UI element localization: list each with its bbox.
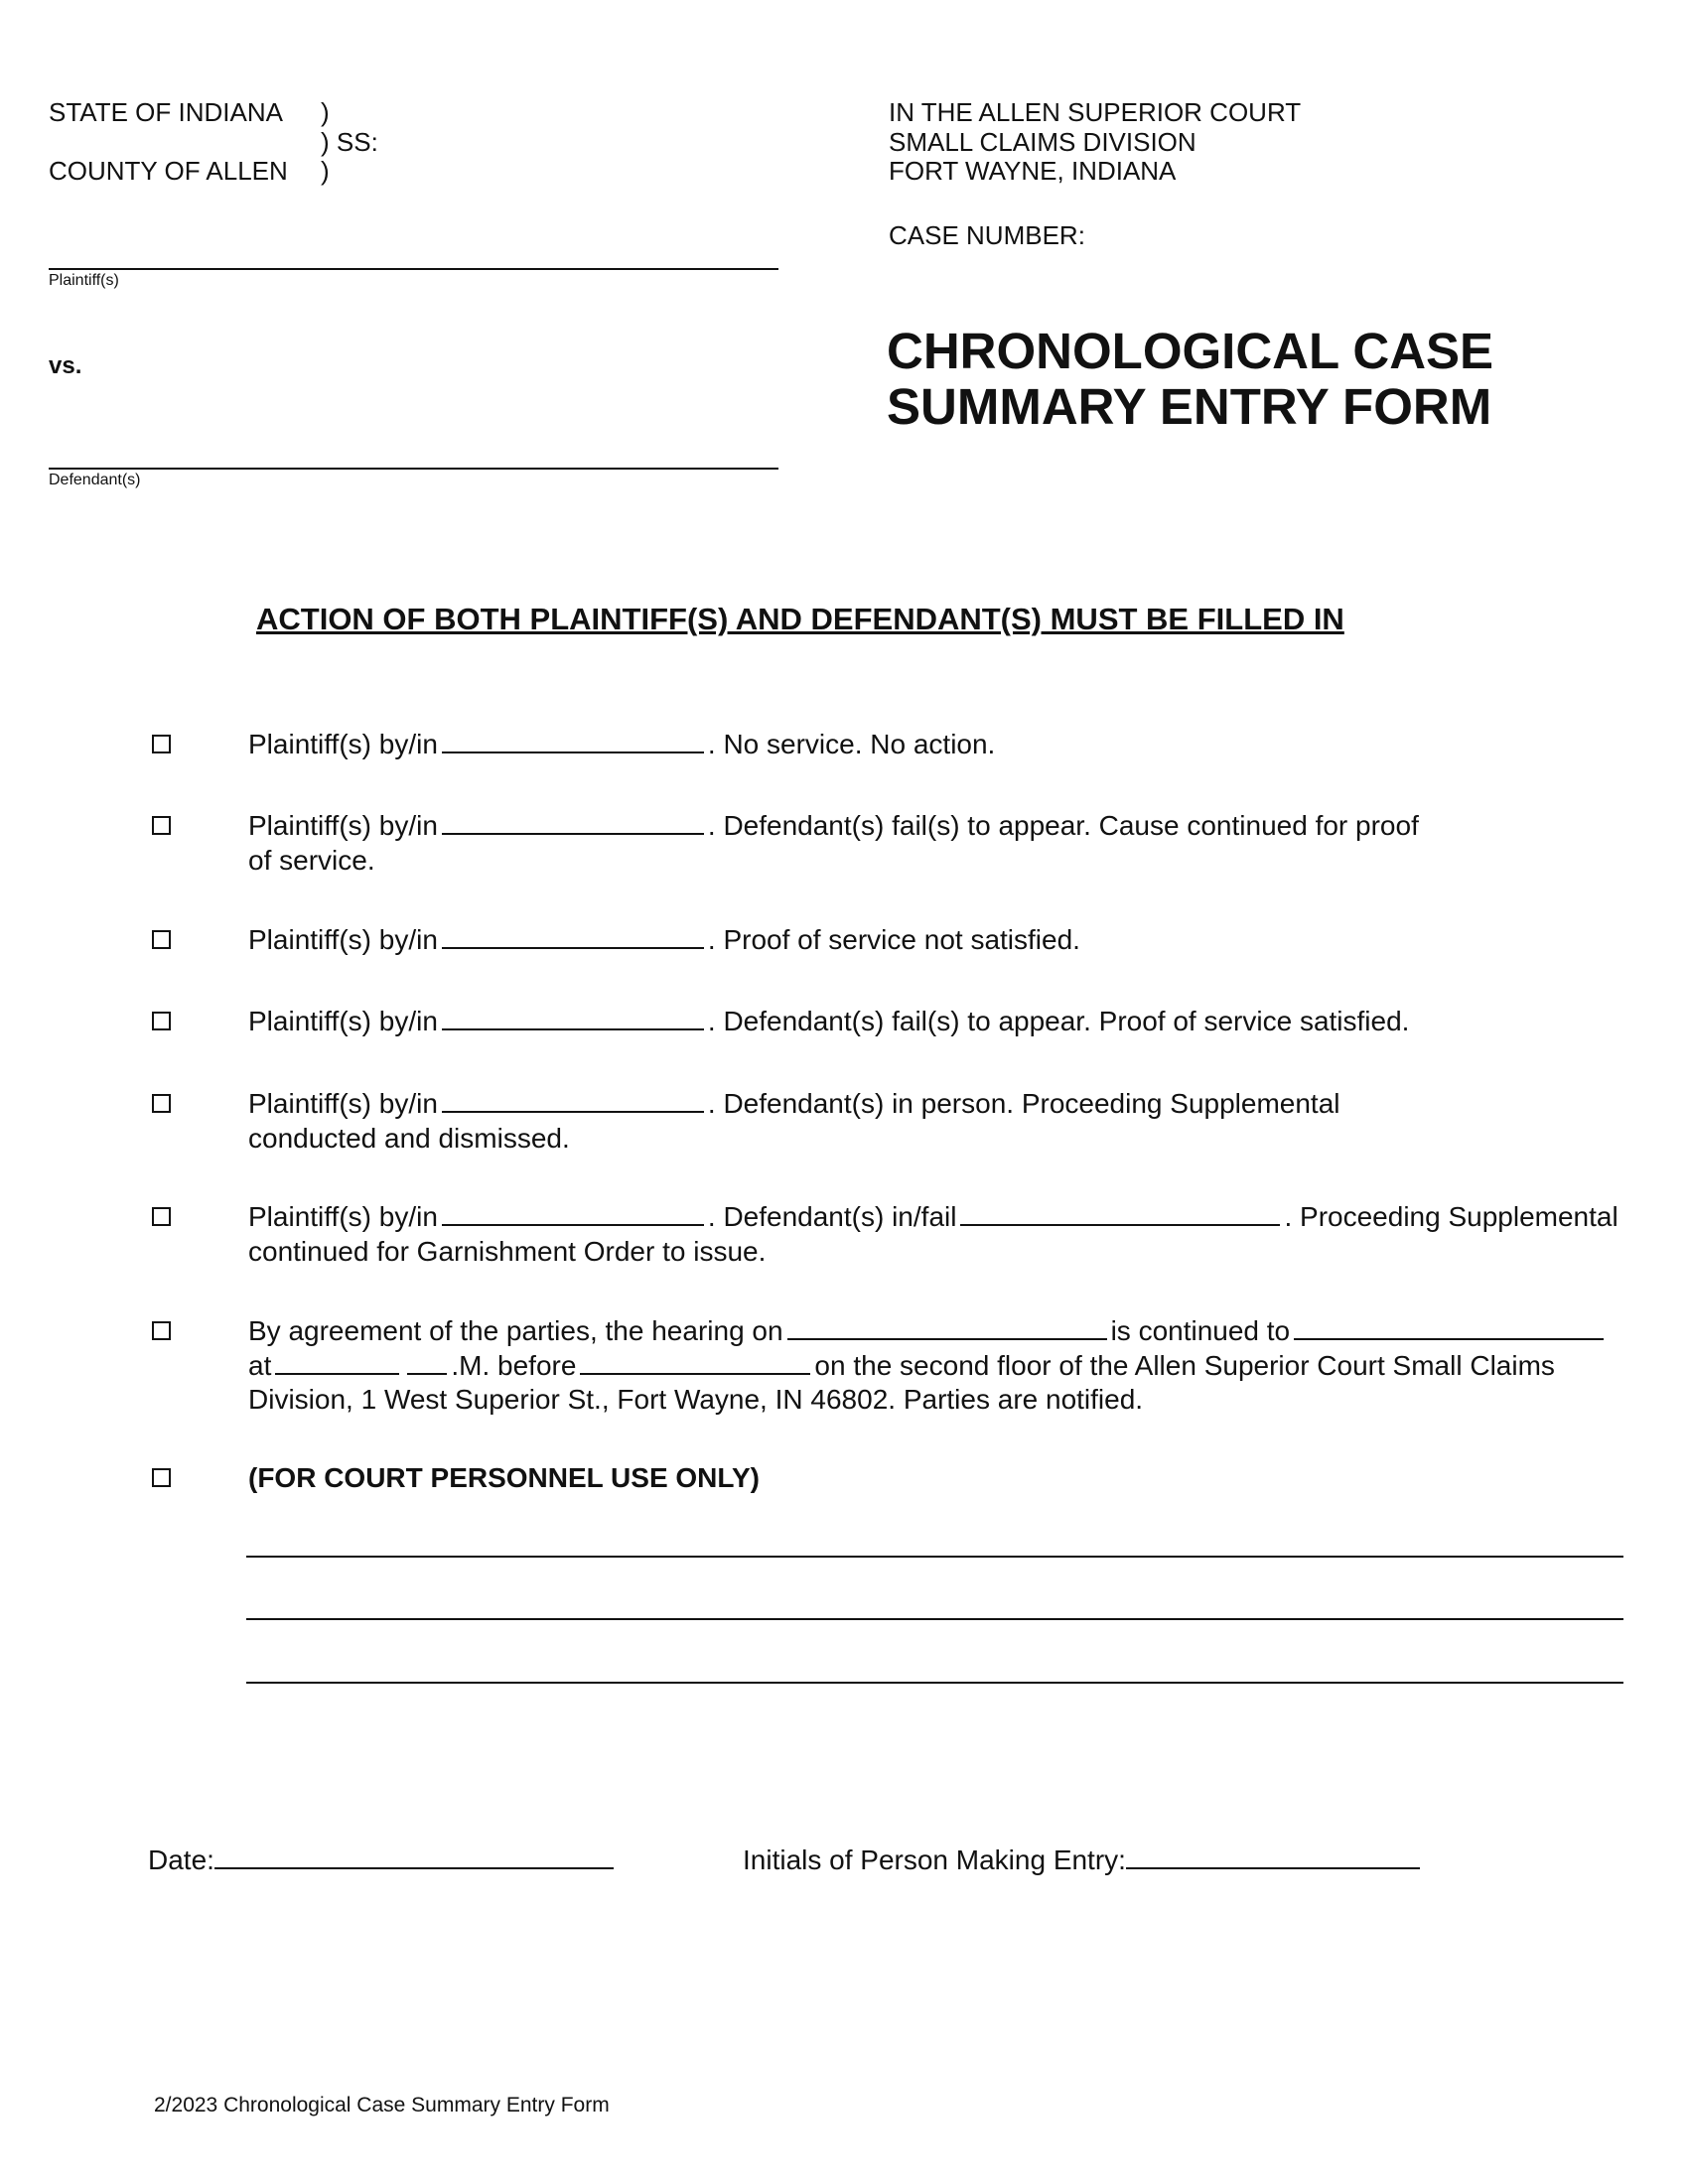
option-6-blank-plaintiff[interactable] xyxy=(442,1200,704,1226)
option-6-blank-defendant[interactable] xyxy=(960,1200,1280,1226)
option-1-blank[interactable] xyxy=(442,728,704,753)
option-3 xyxy=(248,923,1638,957)
initials-field xyxy=(743,1843,1424,1877)
option-8-checkbox[interactable] xyxy=(152,1468,171,1487)
option-7-part1: By agreement of the parties, the hearing on xyxy=(248,1315,783,1346)
option-6 xyxy=(248,1200,1638,1234)
court-use-line-1[interactable] xyxy=(246,1556,1623,1558)
option-7-judge-blank[interactable] xyxy=(580,1349,810,1375)
option-7-continued-blank[interactable] xyxy=(1294,1314,1604,1340)
option-4-checkbox[interactable] xyxy=(152,1012,171,1030)
initials-blank[interactable] xyxy=(1126,1843,1420,1869)
option-2-prefix: Plaintiff(s) by/in xyxy=(248,810,438,841)
plaintiff-name-line[interactable] xyxy=(49,268,778,270)
option-6-text: . Proceeding Supplemental xyxy=(1284,1201,1618,1232)
option-4-prefix: Plaintiff(s) by/in xyxy=(248,1006,438,1036)
form-title-line2: SUMMARY ENTRY FORM xyxy=(887,378,1492,435)
option-6-prefix: Plaintiff(s) by/in xyxy=(248,1201,438,1232)
option-5 xyxy=(248,1087,1638,1121)
option-6-line2: continued for Garnishment Order to issue. xyxy=(248,1236,767,1267)
option-1-text: . No service. No action. xyxy=(707,729,996,759)
date-label: Date: xyxy=(148,1844,214,1875)
option-4-blank[interactable] xyxy=(442,1005,704,1030)
plaintiff-label: Plaintiff(s) xyxy=(49,272,119,289)
court-use-line-2[interactable] xyxy=(246,1618,1623,1620)
option-1-prefix: Plaintiff(s) by/in xyxy=(248,729,438,759)
option-7-hearing-blank[interactable] xyxy=(787,1314,1107,1340)
court-division: SMALL CLAIMS DIVISION xyxy=(889,127,1196,157)
defendant-label: Defendant(s) xyxy=(49,472,141,488)
option-7-part3: on the second floor of the Allen Superior Court Small Claims xyxy=(814,1350,1555,1381)
form-title-line1: CHRONOLOGICAL CASE xyxy=(887,323,1494,379)
option-2 xyxy=(248,809,1638,843)
option-7-at: at xyxy=(248,1350,272,1381)
option-7-line3: Division, 1 West Superior St., Fort Wayne, IN 46802. Parties are notified. xyxy=(248,1384,1144,1415)
option-7-checkbox[interactable] xyxy=(152,1321,171,1340)
option-6-checkbox[interactable] xyxy=(152,1207,171,1226)
option-7-line2 xyxy=(248,1349,1638,1383)
court-city: FORT WAYNE, INDIANA xyxy=(889,156,1177,186)
instruction-heading: ACTION OF BOTH PLAINTIFF(S) AND DEFENDANT(S) MUST BE FILLED IN xyxy=(256,602,1344,636)
paren: ) xyxy=(321,156,330,186)
ss-label: ) SS: xyxy=(321,127,378,157)
state-label: STATE OF INDIANA xyxy=(49,97,283,127)
paren: ) xyxy=(321,97,330,127)
option-7-ampm-blank[interactable] xyxy=(407,1349,447,1375)
option-1 xyxy=(248,728,1638,761)
option-5-prefix: Plaintiff(s) by/in xyxy=(248,1088,438,1119)
court-use-line-3[interactable] xyxy=(246,1682,1623,1684)
option-5-text: . Defendant(s) in person. Proceeding Supplemental xyxy=(707,1088,1340,1119)
option-4-text: . Defendant(s) fail(s) to appear. Proof of service satisfied. xyxy=(707,1006,1410,1036)
option-4 xyxy=(248,1005,1638,1038)
option-3-prefix: Plaintiff(s) by/in xyxy=(248,924,438,955)
form-version: 2/2023 Chronological Case Summary Entry Form xyxy=(154,2094,610,2116)
date-field xyxy=(148,1843,618,1877)
court-personnel-label: (FOR COURT PERSONNEL USE ONLY) xyxy=(248,1462,760,1493)
option-5-checkbox[interactable] xyxy=(152,1094,171,1113)
option-7-m-before: .M. before xyxy=(451,1350,577,1381)
option-5-blank[interactable] xyxy=(442,1087,704,1113)
option-2-text: . Defendant(s) fail(s) to appear. Cause continued for proof xyxy=(707,810,1419,841)
option-7-time-blank[interactable] xyxy=(275,1349,399,1375)
option-2-line2: of service. xyxy=(248,845,375,876)
option-7-line1 xyxy=(248,1314,1638,1348)
option-2-checkbox[interactable] xyxy=(152,816,171,835)
option-7-part2: is continued to xyxy=(1110,1315,1291,1346)
option-3-checkbox[interactable] xyxy=(152,930,171,949)
option-5-line2: conducted and dismissed. xyxy=(248,1123,570,1154)
court-name: IN THE ALLEN SUPERIOR COURT xyxy=(889,97,1302,127)
option-6-mid: . Defendant(s) in/fail xyxy=(707,1201,957,1232)
vs-label: vs. xyxy=(49,352,82,379)
option-3-text: . Proof of service not satisfied. xyxy=(707,924,1080,955)
case-number-label: CASE NUMBER: xyxy=(889,220,1085,250)
option-2-blank[interactable] xyxy=(442,809,704,835)
option-1-checkbox[interactable] xyxy=(152,735,171,753)
option-3-blank[interactable] xyxy=(442,923,704,949)
defendant-name-line[interactable] xyxy=(49,468,778,470)
date-blank[interactable] xyxy=(214,1843,614,1869)
initials-label: Initials of Person Making Entry: xyxy=(743,1844,1126,1875)
county-label: COUNTY OF ALLEN xyxy=(49,156,288,186)
